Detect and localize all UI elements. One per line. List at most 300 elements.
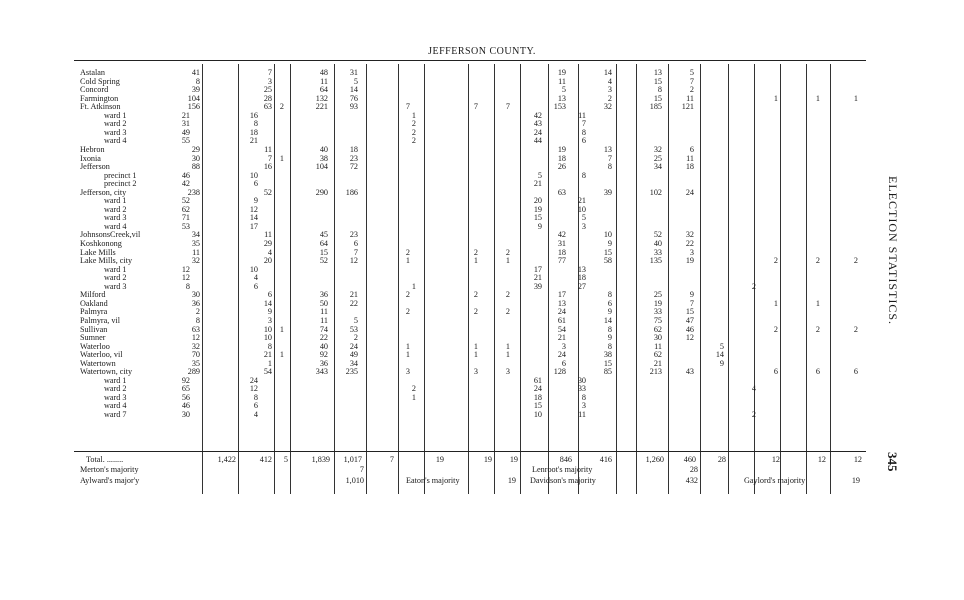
table-cell: 33 [653, 307, 662, 317]
column-rule [668, 64, 669, 494]
table-cell: 34 [349, 358, 358, 368]
table-cell: 40 [319, 341, 328, 351]
table-cell: 24 [249, 375, 258, 385]
table-cell: 46 [181, 401, 190, 411]
table-cell: 6 [253, 401, 258, 411]
total-cell: 19 [435, 455, 444, 464]
total-cell: 5 [283, 455, 288, 464]
table-cell: 11 [320, 76, 328, 86]
table-cell: 6 [689, 144, 694, 154]
table-cell: 235 [345, 367, 358, 377]
table-cell: 16 [249, 110, 258, 120]
table-cell: 2 [505, 247, 510, 257]
row-name: Cold Spring [80, 76, 120, 86]
total-cell: 28 [717, 455, 726, 464]
row-name: Watertown, city [80, 367, 133, 377]
table-cell: 25 [653, 290, 662, 300]
majority-2-value: 1,010 [345, 476, 364, 485]
table-cell: 15 [603, 247, 612, 257]
table-cell: 6 [581, 136, 586, 146]
table-cell: 25 [263, 85, 272, 95]
table-cell: 32 [653, 144, 662, 154]
table-cell: 7 [581, 119, 586, 129]
table-cell: 15 [653, 93, 662, 103]
table-cell: 36 [191, 298, 200, 308]
table-cell: 21 [263, 350, 272, 360]
table-cell: 7 [473, 102, 478, 112]
table-cell: 23 [349, 230, 358, 240]
table-cell: 63 [263, 102, 272, 112]
table-cell: 61 [533, 375, 542, 385]
table-cell: 24 [557, 350, 566, 360]
table-cell: 21 [533, 179, 542, 189]
table-cell: 3 [505, 367, 510, 377]
table-cell: 64 [319, 85, 328, 95]
table-cell: 46 [685, 324, 694, 334]
majority-2-right-label: Davidson's majority [530, 476, 596, 485]
table-cell: 186 [345, 187, 358, 197]
majority-2-right-value: 432 [685, 476, 698, 485]
table-cell: 30 [191, 153, 200, 163]
table-cell: 11 [192, 247, 200, 257]
table-cell: 48 [319, 68, 328, 77]
table-cell: 12 [249, 384, 258, 394]
table-cell: 3 [267, 76, 272, 86]
row-name: ward 2 [104, 119, 127, 129]
table-cell: 4 [607, 76, 612, 86]
total-cell: 416 [599, 455, 612, 464]
row-name: ward 4 [104, 136, 127, 146]
table-cell: 2 [411, 119, 416, 129]
column-rule [700, 64, 701, 494]
table-cell: 92 [319, 350, 328, 360]
table-cell: 39 [603, 187, 612, 197]
table-cell: 6 [853, 367, 858, 377]
table-cell: 8 [607, 162, 612, 172]
table-cell: 2 [853, 256, 858, 266]
column-rule [548, 64, 549, 494]
table-cell: 3 [607, 85, 612, 95]
table-cell: 29 [263, 239, 272, 248]
table-cell: 2 [411, 127, 416, 137]
table-cell: 9 [267, 307, 272, 317]
table-cell: 52 [653, 230, 662, 240]
table-cell: 36 [319, 358, 328, 368]
table-cell: 42 [533, 110, 542, 120]
table-cell: 22 [685, 239, 694, 248]
table-cell: 1 [505, 350, 510, 360]
table-cell: 104 [315, 162, 328, 172]
column-rule [202, 64, 203, 494]
table-cell: 39 [533, 281, 542, 291]
table-cell: 1 [773, 93, 778, 103]
row-name: ward 1 [104, 264, 127, 274]
table-cell: 53 [349, 324, 358, 334]
total-rule [74, 451, 866, 452]
row-name: precinct 2 [104, 179, 137, 189]
column-rule [290, 64, 291, 494]
table-cell: 10 [249, 264, 258, 274]
table-cell: 7 [607, 153, 612, 163]
table-cell: 8 [253, 392, 258, 402]
table-cell: 63 [191, 324, 200, 334]
table-cell: 15 [533, 401, 542, 411]
table-cell: 2 [773, 324, 778, 334]
table-cell: 5 [689, 68, 694, 77]
column-rule [780, 64, 781, 494]
table-cell: 14 [715, 350, 724, 360]
table-cell: 6 [353, 239, 358, 248]
table-cell: 3 [561, 341, 566, 351]
total-cell: 7 [389, 455, 394, 464]
table-cell: 2 [815, 256, 820, 266]
table-cell: 38 [319, 153, 328, 163]
total-label: Total. ........ [86, 455, 124, 464]
row-name: ward 1 [104, 375, 127, 385]
table-cell: 20 [263, 256, 272, 266]
column-rule [468, 64, 469, 494]
table-cell: 3 [473, 367, 478, 377]
table-cell: 36 [319, 290, 328, 300]
column-rule [494, 64, 495, 494]
side-title: ELECTION STATISTICS. [886, 176, 900, 326]
table-cell: 1 [405, 341, 410, 351]
table-cell: 11 [558, 76, 566, 86]
row-name: ward 4 [104, 401, 127, 411]
table-cell: 3 [581, 401, 586, 411]
table-cell: 2 [773, 256, 778, 266]
table-cell: 64 [319, 239, 328, 248]
majority-1-label: Merton's majority [80, 465, 139, 474]
table-cell: 54 [263, 367, 272, 377]
table-cell: 1 [815, 298, 820, 308]
table-cell: 8 [607, 290, 612, 300]
row-name: Lake Mills [80, 247, 116, 257]
table-cell: 10 [249, 170, 258, 180]
total-cell: 1,839 [311, 455, 330, 464]
table-cell: 14 [603, 315, 612, 325]
table-cell: 23 [349, 153, 358, 163]
table-cell: 43 [685, 367, 694, 377]
table-cell: 27 [577, 281, 586, 291]
table-cell: 24 [349, 341, 358, 351]
table-cell: 32 [191, 256, 200, 266]
table-cell: 93 [349, 102, 358, 112]
table-cell: 13 [557, 298, 566, 308]
table-cell: 43 [533, 119, 542, 129]
table-cell: 44 [533, 136, 542, 146]
table-cell: 71 [181, 213, 190, 223]
table-cell: 6 [561, 358, 566, 368]
majority-2-far-value: 19 [851, 476, 860, 485]
total-cell: 12 [771, 455, 780, 464]
table-cell: 14 [249, 213, 258, 223]
table-cell: 290 [315, 187, 328, 197]
top-rule [74, 60, 866, 61]
table-cell: 24 [557, 307, 566, 317]
table-cell: 20 [533, 196, 542, 206]
table-cell: 13 [603, 144, 612, 154]
table-cell: 56 [181, 392, 190, 402]
row-name: Watertown [80, 358, 116, 368]
row-name: Hebron [80, 144, 105, 154]
total-cell: 1,422 [217, 455, 236, 464]
table-cell: 2 [279, 102, 284, 112]
table-cell: 53 [181, 221, 190, 231]
table-cell: 14 [603, 68, 612, 77]
table-cell: 7 [505, 102, 510, 112]
table-cell: 31 [557, 239, 566, 248]
table-cell: 8 [253, 119, 258, 129]
table-cell: 15 [603, 358, 612, 368]
table-cell: 1 [473, 350, 478, 360]
table-cell: 10 [263, 324, 272, 334]
table-cell: 38 [603, 350, 612, 360]
table-cell: 12 [181, 264, 190, 274]
table-cell: 30 [577, 375, 586, 385]
total-cell: 412 [259, 455, 272, 464]
table-cell: 42 [181, 179, 190, 189]
table-cell: 13 [577, 264, 586, 274]
table-cell: 2 [405, 290, 410, 300]
table-cell: 33 [577, 384, 586, 394]
table-cell: 3 [405, 367, 410, 377]
table-cell: 5 [719, 341, 724, 351]
table-cell: 28 [263, 93, 272, 103]
table-cell: 63 [557, 187, 566, 197]
total-cell: 846 [559, 455, 572, 464]
table-cell: 6 [815, 367, 820, 377]
row-name: Concord [80, 85, 109, 95]
table-cell: 30 [191, 290, 200, 300]
table-cell: 8 [607, 324, 612, 334]
table-cell: 6 [607, 298, 612, 308]
table-cell: 30 [653, 333, 662, 343]
table-cell: 15 [533, 213, 542, 223]
table-cell: 4 [267, 247, 272, 257]
table-cell: 1 [505, 256, 510, 266]
table-cell: 8 [185, 281, 190, 291]
table-cell: 62 [181, 204, 190, 214]
table-cell: 19 [557, 144, 566, 154]
table-cell: 61 [557, 315, 566, 325]
majority-1-value: 7 [359, 465, 364, 474]
table-cell: 30 [181, 410, 190, 419]
table-cell: 1 [505, 341, 510, 351]
table-cell: 11 [578, 410, 586, 419]
table-cell: 9 [607, 333, 612, 343]
row-name: Astalan [80, 68, 106, 77]
table-cell: 7 [267, 153, 272, 163]
table-cell: 15 [653, 76, 662, 86]
row-name: ward 2 [104, 204, 127, 214]
table-cell: 21 [181, 110, 190, 120]
table-cell: 1 [473, 341, 478, 351]
table-cell: 17 [557, 290, 566, 300]
table-cell: 1 [815, 93, 820, 103]
table-cell: 156 [187, 102, 200, 112]
table-cell: 1 [411, 392, 416, 402]
table-cell: 21 [533, 273, 542, 283]
table-cell: 12 [349, 256, 358, 266]
table-cell: 1 [773, 298, 778, 308]
table-cell: 8 [195, 76, 200, 86]
total-cell: 19 [509, 455, 518, 464]
table-cell: 3 [581, 221, 586, 231]
total-cell: 460 [683, 455, 696, 464]
majority-2-mid-label: Eaton's majority [406, 476, 460, 485]
table-cell: 2 [473, 307, 478, 317]
table-cell: 21 [349, 290, 358, 300]
table-cell: 1 [853, 93, 858, 103]
row-name: Ixonia [80, 153, 101, 163]
table-cell: 9 [607, 307, 612, 317]
table-cell: 18 [685, 162, 694, 172]
table-cell: 4 [253, 410, 258, 419]
table-cell: 9 [253, 196, 258, 206]
table-cell: 14 [263, 298, 272, 308]
table-cell: 49 [181, 127, 190, 137]
table-cell: 6 [773, 367, 778, 377]
table-cell: 24 [533, 384, 542, 394]
table-cell: 153 [553, 102, 566, 112]
table-cell: 8 [581, 170, 586, 180]
table-cell: 5 [537, 170, 542, 180]
majority-1-right-value: 28 [689, 465, 698, 474]
table-cell: 1 [405, 256, 410, 266]
table-cell: 5 [581, 213, 586, 223]
table-cell: 13 [557, 93, 566, 103]
table-cell: 18 [249, 127, 258, 137]
table-cell: 2 [689, 85, 694, 95]
table-cell: 5 [353, 315, 358, 325]
majority-2-far-label: Gaylord's majority [744, 476, 806, 485]
majority-2-mid-value: 19 [507, 476, 516, 485]
table-cell: 42 [557, 230, 566, 240]
table-cell: 76 [349, 93, 358, 103]
table-cell: 18 [533, 392, 542, 402]
table-cell: 12 [181, 273, 190, 283]
table-cell: 1 [279, 324, 284, 334]
table-cell: 75 [653, 315, 662, 325]
table-cell: 7 [267, 68, 272, 77]
column-rule [424, 64, 425, 494]
majority-1-right-label: Lenroot's majority [532, 465, 593, 474]
table-cell: 5 [353, 76, 358, 86]
table-cell: 16 [263, 162, 272, 172]
column-rule [636, 64, 637, 494]
table-cell: 11 [320, 315, 328, 325]
table-cell: 8 [581, 392, 586, 402]
table-cell: 3 [267, 315, 272, 325]
table-cell: 128 [553, 367, 566, 377]
table-cell: 49 [349, 350, 358, 360]
table-cell: 11 [578, 110, 586, 120]
row-name: precinct 1 [104, 170, 137, 180]
table-cell: 2 [505, 307, 510, 317]
table-cell: 26 [557, 162, 566, 172]
table-cell: 21 [653, 358, 662, 368]
table-cell: 11 [320, 307, 328, 317]
table-cell: 10 [603, 230, 612, 240]
table-cell: 2 [473, 290, 478, 300]
table-cell: 3 [689, 247, 694, 257]
table-cell: 62 [653, 324, 662, 334]
table-cell: 1 [411, 110, 416, 120]
table-cell: 185 [649, 102, 662, 112]
table-cell: 41 [191, 68, 200, 77]
table-cell: 17 [533, 264, 542, 274]
table-cell: 18 [349, 144, 358, 154]
row-name: Lake Mills, city [80, 256, 133, 266]
total-cell: 12 [853, 455, 862, 464]
row-name: Sumner [80, 333, 106, 343]
column-rule [830, 64, 831, 494]
table-cell: 9 [689, 290, 694, 300]
table-cell: 121 [681, 102, 694, 112]
table-cell: 6 [267, 290, 272, 300]
table-cell: 31 [181, 119, 190, 129]
table-cell: 22 [349, 298, 358, 308]
table-cell: 10 [577, 204, 586, 214]
table-cell: 85 [603, 367, 612, 377]
table-cell: 50 [319, 298, 328, 308]
table-cell: 2 [853, 324, 858, 334]
table-cell: 6 [253, 179, 258, 189]
table-cell: 47 [685, 315, 694, 325]
row-name: Koshkonong [80, 239, 122, 248]
table-cell: 12 [249, 204, 258, 214]
row-name: ward 3 [104, 213, 127, 223]
row-name: ward 3 [104, 392, 127, 402]
table-cell: 4 [751, 384, 756, 394]
table-cell: 5 [561, 85, 566, 95]
table-cell: 70 [191, 350, 200, 360]
column-rule [806, 64, 807, 494]
table-cell: 132 [315, 93, 328, 103]
row-name: JohnsonsCreek,vil [80, 230, 141, 240]
row-name: Jefferson, city [80, 187, 127, 197]
table-cell: 65 [181, 384, 190, 394]
table-cell: 289 [187, 367, 200, 377]
table-cell: 2 [815, 324, 820, 334]
table-cell: 21 [557, 333, 566, 343]
table-cell: 77 [557, 256, 566, 266]
table-cell: 19 [685, 256, 694, 266]
table-cell: 11 [686, 153, 694, 163]
table-cell: 11 [264, 230, 272, 240]
row-name: ward 3 [104, 281, 127, 291]
table-cell: 2 [411, 136, 416, 146]
table-cell: 12 [685, 333, 694, 343]
table-cell: 19 [653, 298, 662, 308]
table-cell: 11 [264, 144, 272, 154]
table-cell: 32 [685, 230, 694, 240]
table-cell: 1 [411, 281, 416, 291]
row-name: ward 3 [104, 127, 127, 137]
table-cell: 14 [349, 85, 358, 95]
table-cell: 2 [353, 333, 358, 343]
table-cell: 24 [685, 187, 694, 197]
column-rule [616, 64, 617, 494]
table-cell: 8 [657, 85, 662, 95]
row-name: Oakland [80, 298, 108, 308]
table-cell: 8 [581, 127, 586, 137]
table-cell: 11 [686, 93, 694, 103]
table-cell: 2 [607, 93, 612, 103]
total-cell: 1,017 [343, 455, 362, 464]
table-cell: 9 [719, 358, 724, 368]
